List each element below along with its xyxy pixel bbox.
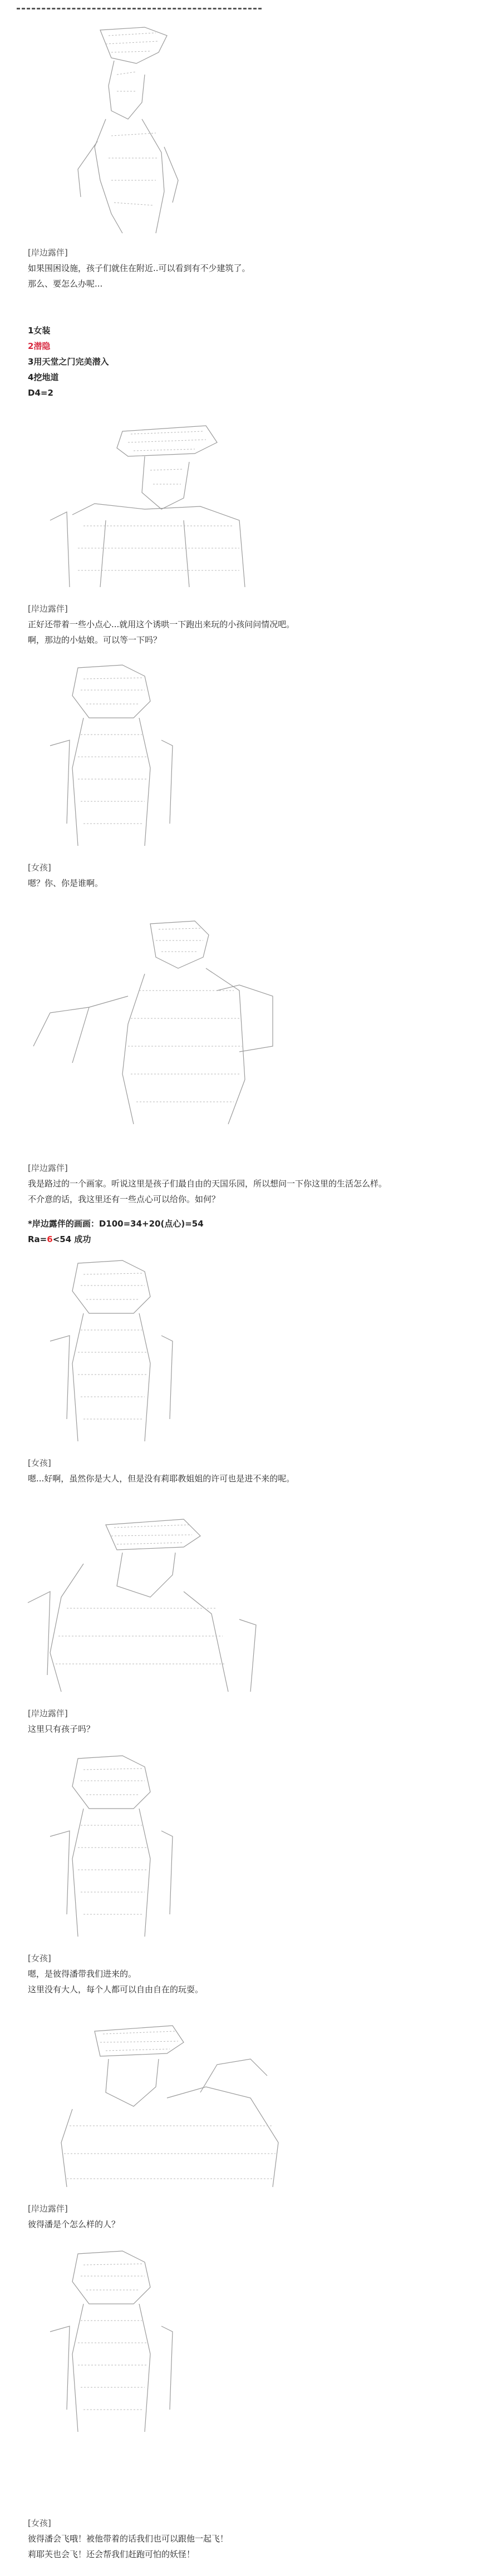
choice-list: [28, 323, 462, 401]
dialogue-line: 嗯...好啊，虽然你是大人，但是没有莉耶教姐姐的许可也是进不来的呢。: [28, 1474, 295, 1484]
dialogue-block-8: [28, 2201, 462, 2232]
dialogue-line: 彼得潘会飞哦！被他带着的话我们也可以跟他一起飞！: [28, 2534, 229, 2544]
dialogue-line: 啊，那边的小姑娘。可以等一下吗？: [28, 635, 162, 645]
speaker-label: [岸边露伴]: [28, 604, 68, 614]
speaker-label: [女孩]: [28, 1458, 51, 1468]
girl-standing-art-4: [17, 2243, 217, 2443]
dialogue-line: 正好还带着一些小点心...就用这个诱哄一下跑出来玩的小孩问问情况吧。: [28, 619, 295, 629]
roll-outcome: 成功: [74, 1234, 91, 1244]
speaker-label: [岸边露伴]: [28, 1708, 68, 1718]
speaker-label: [岸边露伴]: [28, 248, 68, 258]
roll-prefix: Ra=: [28, 1234, 47, 1244]
girl-standing-art-2: [17, 1252, 217, 1452]
roll-value: 6: [47, 1234, 53, 1244]
speaker-label: [岸边露伴]: [28, 1163, 68, 1173]
speaker-label: [女孩]: [28, 2518, 51, 2528]
rohan-leaning-art: [17, 1508, 273, 1697]
roll-compare: <54: [52, 1234, 75, 1244]
rohan-thinking-art: [17, 2014, 295, 2193]
dialogue-block-2: [28, 601, 462, 648]
dialogue-block-7: [28, 1951, 462, 1997]
choice-option-3: 3用天堂之门完美潜入: [28, 357, 109, 367]
dialogue-line: 不介意的话，我这里还有一些点心可以给你。如何？: [28, 1194, 220, 1204]
dialogue-line: 如果围困设施，孩子们就住在附近..可以看到有不少建筑了。: [28, 263, 250, 273]
dice-roll-block: [28, 1216, 462, 1247]
rohan-offering-art: [17, 902, 284, 1130]
speaker-label: [岸边露伴]: [28, 2204, 68, 2214]
dialogue-block-4: [28, 1160, 462, 1207]
roll-title: *岸边露伴的画画：D100=34+20(点心)=54: [28, 1219, 204, 1229]
dialogue-line: 莉耶芙也会飞！还会帮我们赶跑可怕的妖怪！: [28, 2549, 195, 2559]
dialogue-line: 那么、要怎么办呢...: [28, 279, 103, 289]
dashed-separator: [17, 8, 262, 9]
dialogue-line: 嗯？你、你是谁啊。: [28, 878, 104, 888]
dialogue-block-1: [28, 245, 462, 292]
speaker-label: [女孩]: [28, 863, 51, 873]
dice-result: D4=2: [28, 388, 53, 398]
dialogue-line: 我是路过的一个画家。听说这里是孩子们最自由的天国乐园，所以想问一下你这里的生活怎么样。: [28, 1179, 387, 1189]
dialogue-line: 彼得潘是个怎么样的人？: [28, 2219, 120, 2229]
choice-option-2: 2潜隐: [28, 341, 51, 351]
dialogue-line: 这里只有孩子吗？: [28, 1724, 95, 1734]
rohan-standing-art: [17, 13, 250, 242]
choice-option-4: 4挖地道: [28, 372, 59, 382]
girl-standing-art-1: [17, 657, 217, 857]
girl-standing-art-3: [17, 1747, 217, 1948]
dialogue-line: 嗯，是彼得潘带我们进来的。: [28, 1969, 137, 1979]
dialogue-block-3: [28, 860, 462, 891]
dialogue-block-5: [28, 1455, 462, 1486]
choice-option-1: 1女装: [28, 326, 51, 336]
dialogue-line: 这里没有大人，每个人都可以自由自在的玩耍。: [28, 1984, 204, 1994]
rohan-cap-sitting-art: [17, 409, 284, 593]
roll-line: [28, 1232, 462, 1247]
dialogue-block-6: [28, 1706, 462, 1737]
speaker-label: [女孩]: [28, 1953, 51, 1963]
dialogue-block-9: [28, 2515, 462, 2562]
